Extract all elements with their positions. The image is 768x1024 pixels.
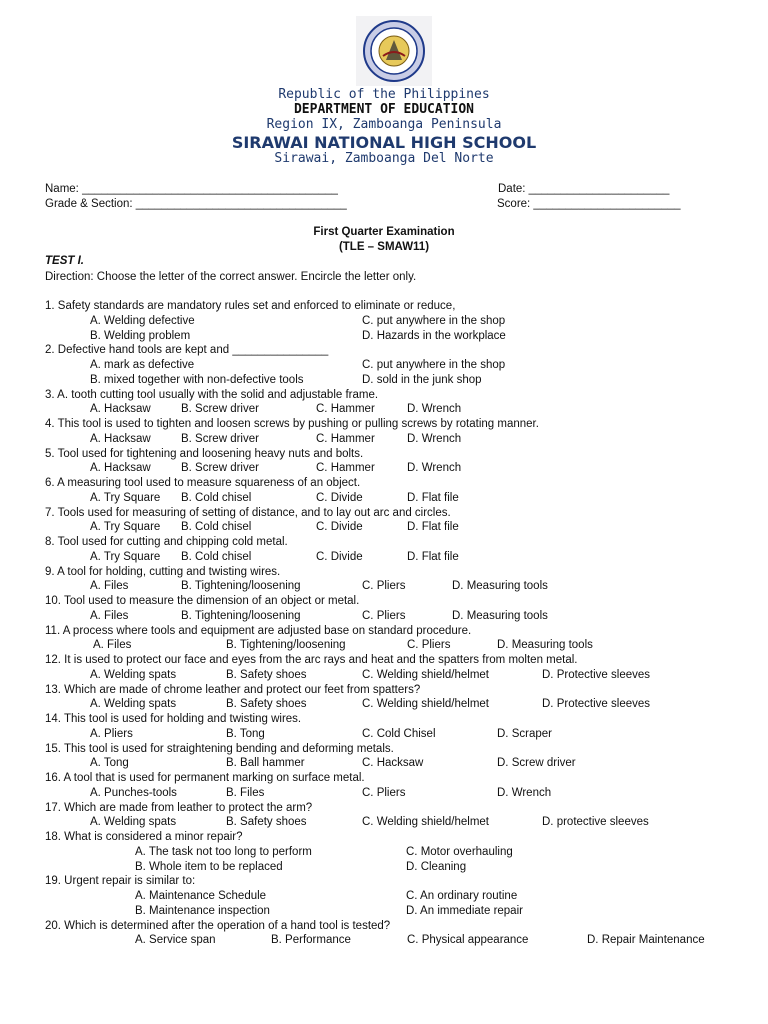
answer-choice[interactable]: C. Welding shield/helmet — [362, 698, 489, 711]
question-text: 6. A measuring tool used to measure squareness of an object. — [45, 477, 361, 489]
answer-choice[interactable]: C. Pliers — [407, 639, 451, 652]
header-region: Region IX, Zamboanga Peninsula — [266, 117, 502, 132]
choice-row — [0, 491, 768, 506]
answer-choice[interactable]: D. Wrench — [407, 462, 462, 475]
question-12 — [0, 653, 768, 668]
answer-choice[interactable]: B. Ball hammer — [226, 757, 305, 770]
answer-choice[interactable]: C. Divide — [316, 491, 363, 504]
question-text: 1. Safety standards are mandatory rules set and enforced to eliminate or reduce, — [45, 300, 456, 312]
header-department: DEPARTMENT OF EDUCATION — [293, 102, 474, 117]
choice-row — [0, 697, 768, 712]
answer-choice[interactable]: C. Cold Chisel — [362, 727, 436, 740]
grade-section-field[interactable]: Grade & Section: _________________________________ — [45, 198, 347, 210]
answer-choice[interactable]: C. Physical appearance — [407, 934, 529, 947]
answer-choice[interactable]: B. Screw driver — [181, 403, 259, 416]
question-1 — [0, 299, 768, 314]
question-text: 10. Tool used to measure the dimension of an object or metal. — [45, 595, 360, 607]
answer-choice[interactable]: C. put anywhere in the shop — [362, 359, 506, 371]
answer-choice[interactable]: A. mark as defective — [90, 359, 195, 371]
answer-choice[interactable]: C. put anywhere in the shop — [362, 314, 506, 327]
answer-choice[interactable]: B. Maintenance inspection — [135, 904, 270, 917]
choice-row — [0, 727, 768, 742]
choice-row — [0, 579, 768, 594]
question-7 — [0, 506, 768, 521]
question-text: 18. What is considered a minor repair? — [45, 831, 243, 843]
date-field[interactable]: Date: ______________________ — [498, 183, 670, 195]
question-text: 11. A process where tools and equipment are adjusted base on standard procedure. — [45, 624, 472, 637]
answer-choice[interactable]: C. Pliers — [362, 580, 406, 593]
question-19 — [0, 874, 768, 889]
answer-choice[interactable]: D. Measuring tools — [497, 639, 593, 652]
question-10 — [0, 594, 768, 609]
question-text: 19. Urgent repair is similar to: — [45, 875, 196, 888]
question-text: 3. A. tooth cutting tool usually with the solid and adjustable frame. — [45, 388, 379, 401]
choice-row — [0, 432, 768, 447]
answer-choice[interactable]: A. Welding defective — [90, 314, 195, 327]
answer-choice[interactable]: A. Hacksaw — [90, 403, 151, 416]
answer-choice[interactable]: A. Tong — [90, 757, 129, 770]
answer-choice[interactable]: D. Wrench — [407, 432, 462, 445]
answer-choice[interactable]: D. Flat file — [407, 521, 459, 534]
question-text: 13. Which are made of chrome leather and protect our feet from spatters? — [45, 683, 421, 696]
choice-row — [0, 358, 768, 373]
answer-choice[interactable]: C. Pliers — [362, 786, 406, 799]
answer-choice[interactable]: D. Protective sleeves — [542, 698, 651, 711]
answer-choice[interactable]: B. mixed together with non-defective tools — [90, 373, 304, 386]
answer-choice[interactable]: D. Repair Maintenance — [587, 934, 705, 947]
answer-choice[interactable]: C. Hammer — [316, 403, 375, 416]
question-text: 16. A tool that is used for permanent marking on surface metal. — [45, 772, 365, 784]
answer-choice[interactable]: B. Files — [226, 786, 265, 799]
question-text: 14. This tool is used for holding and twisting wires. — [45, 713, 302, 725]
question-text: 17. Which are made from leather to protect the arm? — [45, 801, 313, 814]
header-republic: Republic of the Philippines — [278, 87, 490, 102]
school-address: Sirawai, Zamboanga Del Norte — [274, 151, 494, 166]
choice-row — [0, 860, 768, 875]
question-4 — [0, 417, 768, 432]
answer-choice[interactable]: C. Hammer — [316, 432, 375, 445]
exam-title: First Quarter Examination — [313, 226, 455, 238]
question-text: 7. Tools used for measuring of setting of distance, and to lay out arc and circles. — [45, 506, 451, 519]
answer-choice[interactable]: D. Wrench — [497, 786, 552, 799]
question-18 — [0, 830, 768, 845]
choice-row — [0, 815, 768, 830]
answer-choice[interactable]: B. Safety shoes — [226, 698, 307, 711]
answer-choice[interactable]: B. Tightening/loosening — [181, 609, 301, 622]
answer-choice[interactable]: B. Safety shoes — [226, 668, 307, 681]
choice-row — [0, 756, 768, 771]
answer-choice[interactable]: B. Performance — [271, 934, 351, 947]
answer-choice[interactable]: A. Try Square — [90, 491, 161, 504]
answer-choice[interactable]: A. Welding spats — [90, 698, 177, 711]
answer-choice[interactable]: C. Welding shield/helmet — [362, 668, 489, 681]
question-text: 9. A tool for holding, cutting and twisting wires. — [45, 565, 281, 578]
choice-row — [0, 638, 768, 653]
question-20 — [0, 919, 768, 934]
answer-choice[interactable]: B. Screw driver — [181, 432, 259, 445]
choice-row — [0, 550, 768, 565]
question-8 — [0, 535, 768, 550]
answer-choice[interactable]: C. Motor overhauling — [406, 845, 513, 858]
answer-choice[interactable]: D. protective sleeves — [542, 816, 649, 829]
answer-choice[interactable]: A. The task not too long to perform — [135, 845, 312, 858]
answer-choice[interactable]: A. Service span — [135, 934, 216, 947]
answer-choice[interactable]: C. Hacksaw — [362, 757, 424, 770]
answer-choice[interactable]: D. Measuring tools — [452, 580, 548, 593]
choice-row — [0, 402, 768, 417]
answer-choice[interactable]: A. Files — [93, 639, 132, 652]
choice-row — [0, 933, 768, 948]
question-2 — [0, 343, 768, 358]
question-13 — [0, 683, 768, 698]
question-text: 20. Which is determined after the operation of a hand tool is tested? — [45, 919, 391, 932]
choice-row — [0, 668, 768, 683]
answer-choice[interactable]: C. Divide — [316, 550, 363, 563]
school-name: SIRAWAI NATIONAL HIGH SCHOOL — [231, 133, 537, 152]
choice-row — [0, 786, 768, 801]
answer-choice[interactable]: B. Welding problem — [90, 329, 191, 342]
choice-row — [0, 609, 768, 624]
answer-choice[interactable]: D. Measuring tools — [452, 609, 548, 622]
choice-row — [0, 461, 768, 476]
answer-choice[interactable]: D. Hazards in the workplace — [362, 329, 506, 342]
answer-choice[interactable]: C. An ordinary routine — [406, 890, 518, 902]
question-text: 12. It is used to protect our face and eyes from the arc rays and heat and the spatters from molten metal. — [45, 654, 578, 666]
answer-choice[interactable]: A. Hacksaw — [90, 462, 151, 475]
answer-choice[interactable]: A. Pliers — [90, 727, 133, 740]
answer-choice[interactable]: A. Try Square — [90, 521, 161, 534]
answer-choice[interactable]: D. Protective sleeves — [542, 668, 651, 681]
answer-choice[interactable]: B. Screw driver — [181, 462, 259, 475]
question-5 — [0, 447, 768, 462]
question-text: 5. Tool used for tightening and loosening heavy nuts and bolts. — [45, 447, 364, 460]
answer-choice[interactable]: B. Cold chisel — [181, 521, 252, 534]
deped-seal-logo — [356, 16, 432, 86]
question-16 — [0, 771, 768, 786]
choice-row — [0, 329, 768, 344]
choice-row — [0, 845, 768, 860]
exam-subject: (TLE – SMAW11) — [338, 241, 430, 253]
answer-choice[interactable]: A. Try Square — [90, 550, 161, 563]
answer-choice[interactable]: B. Whole item to be replaced — [135, 860, 283, 873]
question-list — [0, 299, 768, 948]
answer-choice[interactable]: B. Tightening/loosening — [181, 580, 301, 593]
choice-row — [0, 904, 768, 919]
answer-choice[interactable]: B. Cold chisel — [181, 491, 252, 504]
answer-choice[interactable]: C. Divide — [316, 521, 363, 534]
answer-choice[interactable]: B. Tong — [226, 727, 265, 740]
question-15 — [0, 742, 768, 757]
test-label: TEST I. — [45, 255, 84, 267]
question-17 — [0, 801, 768, 816]
name-field[interactable]: Name: ________________________________________ — [45, 183, 338, 195]
choice-row — [0, 520, 768, 535]
question-text: 8. Tool used for cutting and chipping cold metal. — [45, 536, 288, 548]
question-text: 2. Defective hand tools are kept and _______________ — [45, 344, 329, 357]
answer-choice[interactable]: A. Punches-tools — [90, 786, 177, 799]
answer-choice[interactable]: D. Cleaning — [406, 860, 467, 873]
question-3 — [0, 388, 768, 403]
answer-choice[interactable]: A. Maintenance Schedule — [135, 890, 267, 902]
answer-choice[interactable]: D. Screw driver — [497, 757, 576, 770]
answer-choice[interactable]: A. Files — [90, 580, 129, 593]
question-text: 4. This tool is used to tighten and loosen screws by pushing or pulling screws by rotating manner. — [45, 418, 539, 430]
choice-row — [0, 314, 768, 329]
score-field[interactable]: Score: _______________________ — [497, 198, 681, 210]
question-6 — [0, 476, 768, 491]
question-11 — [0, 624, 768, 639]
answer-choice[interactable]: B. Safety shoes — [226, 816, 307, 829]
answer-choice[interactable]: D. sold in the junk shop — [362, 373, 482, 386]
answer-choice[interactable]: D. An immediate repair — [406, 904, 523, 917]
answer-choice[interactable]: A. Welding spats — [90, 816, 177, 829]
question-text: 15. This tool is used for straightening bending and deforming metals. — [45, 742, 394, 755]
answer-choice[interactable]: D. Flat file — [407, 550, 459, 563]
answer-choice[interactable]: D. Scraper — [497, 727, 552, 740]
question-14 — [0, 712, 768, 727]
choice-row — [0, 373, 768, 388]
answer-choice[interactable]: D. Wrench — [407, 403, 462, 416]
answer-choice[interactable]: C. Pliers — [362, 609, 406, 622]
direction-text: Direction: Choose the letter of the correct answer. Encircle the letter only. — [45, 271, 417, 283]
answer-choice[interactable]: A. Hacksaw — [90, 432, 151, 445]
answer-choice[interactable]: A. Welding spats — [90, 668, 177, 681]
answer-choice[interactable]: B. Tightening/loosening — [226, 639, 346, 652]
answer-choice[interactable]: C. Welding shield/helmet — [362, 816, 489, 829]
question-9 — [0, 565, 768, 580]
answer-choice[interactable]: B. Cold chisel — [181, 550, 252, 563]
answer-choice[interactable]: A. Files — [90, 609, 129, 622]
answer-choice[interactable]: C. Hammer — [316, 462, 375, 475]
answer-choice[interactable]: D. Flat file — [407, 491, 459, 504]
choice-row — [0, 889, 768, 904]
